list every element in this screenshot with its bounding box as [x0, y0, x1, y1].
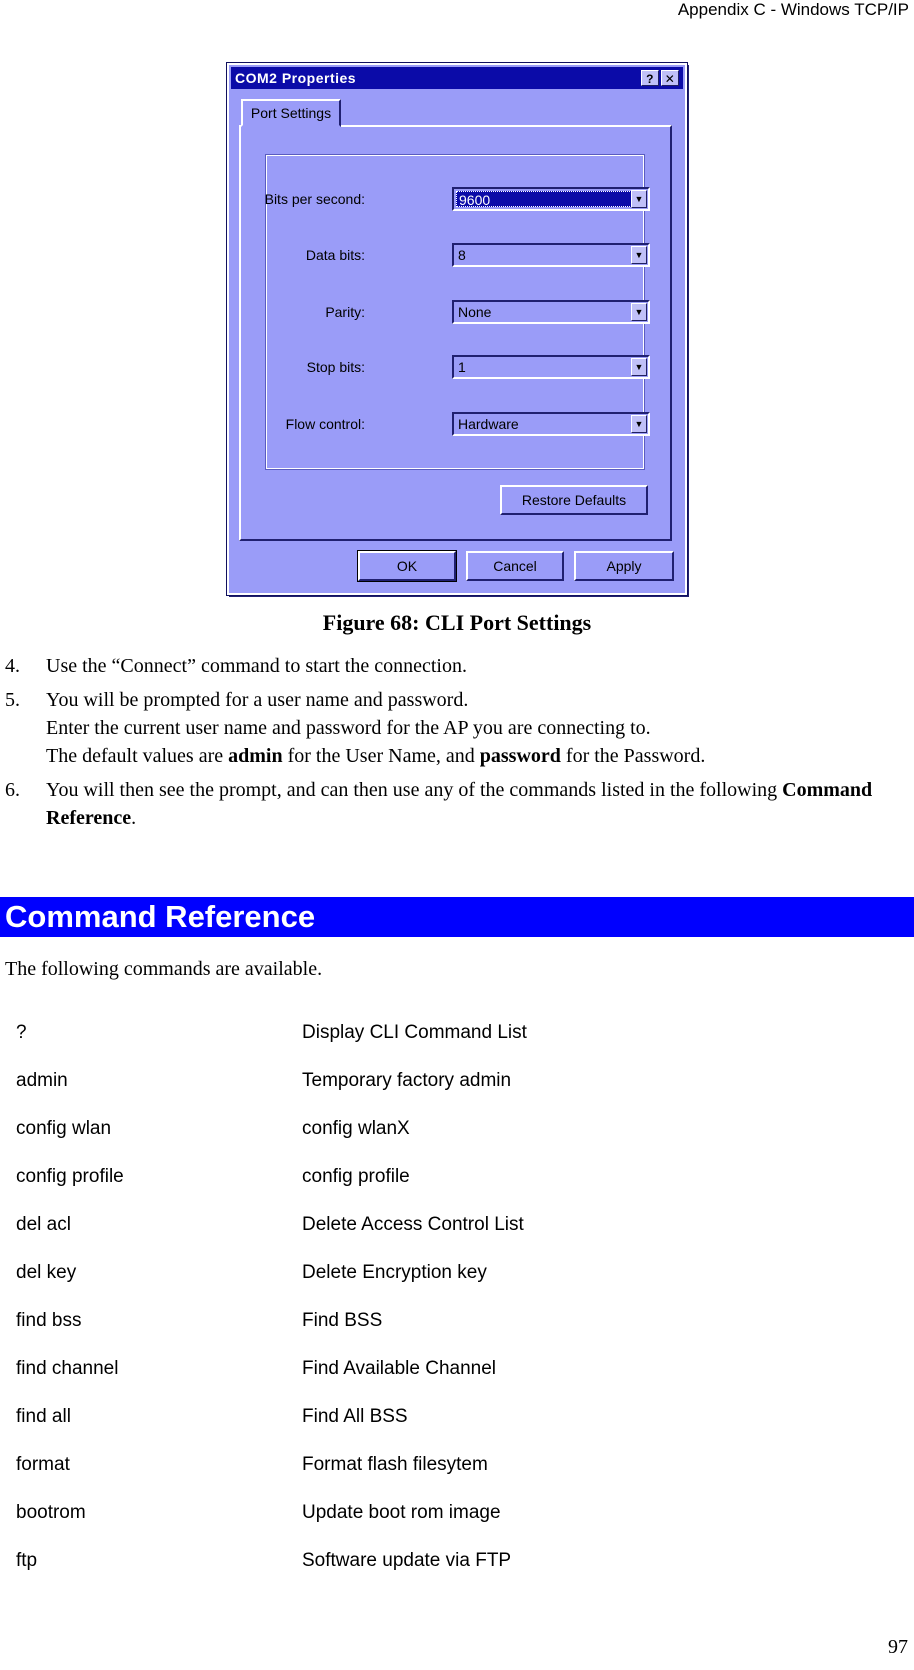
command-row	[16, 1022, 896, 1070]
ok-button[interactable]: OK	[358, 551, 456, 581]
command-name: bootrom	[16, 1502, 86, 1523]
flow-control-value: Hardware	[458, 416, 519, 432]
command-name: del key	[16, 1262, 77, 1283]
dialog-titlebar	[231, 67, 683, 89]
stop-bits-value: 1	[458, 359, 466, 375]
figure-caption: Figure 68: CLI Port Settings	[322, 610, 592, 635]
command-name: find all	[16, 1406, 71, 1427]
flow-control-select[interactable]	[452, 412, 650, 436]
command-description: Find Available Channel	[302, 1358, 497, 1379]
command-row	[16, 1118, 896, 1166]
step-text: You will be prompted for a user name and password.	[46, 689, 469, 711]
command-row	[16, 1406, 896, 1454]
default-username: admin	[228, 745, 283, 767]
dropdown-arrow-icon[interactable]: ▼	[631, 303, 647, 321]
step-5	[5, 686, 910, 770]
command-description: Find BSS	[302, 1310, 383, 1331]
stop-bits-label: Stop bits:	[306, 359, 365, 375]
command-description: Delete Encryption key	[302, 1262, 487, 1283]
command-row	[16, 1550, 896, 1598]
command-row	[16, 1454, 896, 1502]
command-row	[16, 1262, 896, 1310]
command-name: format	[16, 1454, 70, 1475]
default-password: password	[479, 745, 561, 767]
parity-select[interactable]	[452, 300, 650, 324]
page-number: 97	[888, 1636, 908, 1658]
dialog-title: COM2 Properties	[235, 70, 357, 86]
parity-label: Parity:	[325, 304, 365, 320]
instruction-steps	[5, 652, 910, 832]
command-description: Delete Access Control List	[302, 1214, 524, 1235]
command-description: Display CLI Command List	[302, 1022, 527, 1043]
stop-bits-select[interactable]	[452, 355, 650, 379]
apply-button[interactable]: Apply	[574, 551, 674, 581]
data-bits-select[interactable]	[452, 243, 650, 267]
running-header: Appendix C - Windows TCP/IP	[677, 0, 909, 19]
command-row	[16, 1166, 896, 1214]
command-description: Update boot rom image	[302, 1502, 501, 1523]
command-name: ftp	[16, 1550, 38, 1571]
section-intro: The following commands are available.	[5, 958, 323, 980]
data-bits-label: Data bits:	[305, 247, 365, 263]
command-name: config profile	[16, 1166, 124, 1187]
command-row	[16, 1070, 896, 1118]
dropdown-arrow-icon[interactable]: ▼	[631, 246, 647, 264]
step-number: 6.	[5, 779, 20, 801]
flow-control-label: Flow control:	[285, 416, 365, 432]
command-description: config profile	[302, 1166, 410, 1187]
command-row	[16, 1358, 896, 1406]
dropdown-arrow-icon[interactable]: ▼	[631, 358, 647, 376]
port-settings-group	[266, 155, 644, 469]
step-4	[5, 652, 910, 680]
parity-value: None	[458, 304, 492, 320]
restore-defaults-button[interactable]: Restore Defaults	[500, 485, 648, 515]
bits-per-second-label: Bits per second:	[264, 191, 365, 207]
command-description: Find All BSS	[302, 1406, 408, 1427]
command-row	[16, 1502, 896, 1550]
command-name: find bss	[16, 1310, 82, 1331]
bits-per-second-select[interactable]	[452, 187, 650, 211]
command-row	[16, 1214, 896, 1262]
com2-properties-dialog	[227, 63, 687, 595]
data-bits-value: 8	[458, 247, 466, 263]
step-number: 5.	[5, 689, 20, 711]
command-name: find channel	[16, 1358, 119, 1379]
cancel-button[interactable]: Cancel	[466, 551, 564, 581]
command-name: config wlan	[16, 1118, 112, 1139]
step-text: Enter the current user name and password for the AP you are connecting to.	[46, 717, 651, 739]
bits-per-second-value: 9600	[456, 191, 634, 207]
step-text: Use the “Connect” command to start the connection.	[46, 655, 467, 677]
command-name: ?	[16, 1022, 27, 1043]
command-row	[16, 1310, 896, 1358]
dropdown-arrow-icon[interactable]: ▼	[631, 190, 647, 208]
command-name: admin	[16, 1070, 68, 1091]
dropdown-arrow-icon[interactable]: ▼	[631, 415, 647, 433]
step-text: The default values are admin for the User Name, and password for the Password.	[46, 745, 706, 767]
section-heading: Command Reference	[0, 897, 914, 937]
command-description: Software update via FTP	[302, 1550, 512, 1571]
help-button[interactable]: ?	[641, 70, 659, 86]
command-reference-ref: Command Reference	[46, 779, 873, 829]
command-description: Temporary factory admin	[302, 1070, 512, 1091]
command-list	[16, 1022, 896, 1598]
command-name: del acl	[16, 1214, 71, 1235]
command-description: config wlanX	[302, 1118, 410, 1139]
command-description: Format flash filesytem	[302, 1454, 488, 1475]
step-number: 4.	[5, 655, 20, 677]
step-6: 6. You will then see the prompt, and can then use any of the commands listed in the following Command Reference.	[5, 776, 910, 832]
close-button[interactable]: ✕	[661, 70, 679, 86]
tab-port-settings[interactable]: Port Settings	[241, 99, 341, 127]
